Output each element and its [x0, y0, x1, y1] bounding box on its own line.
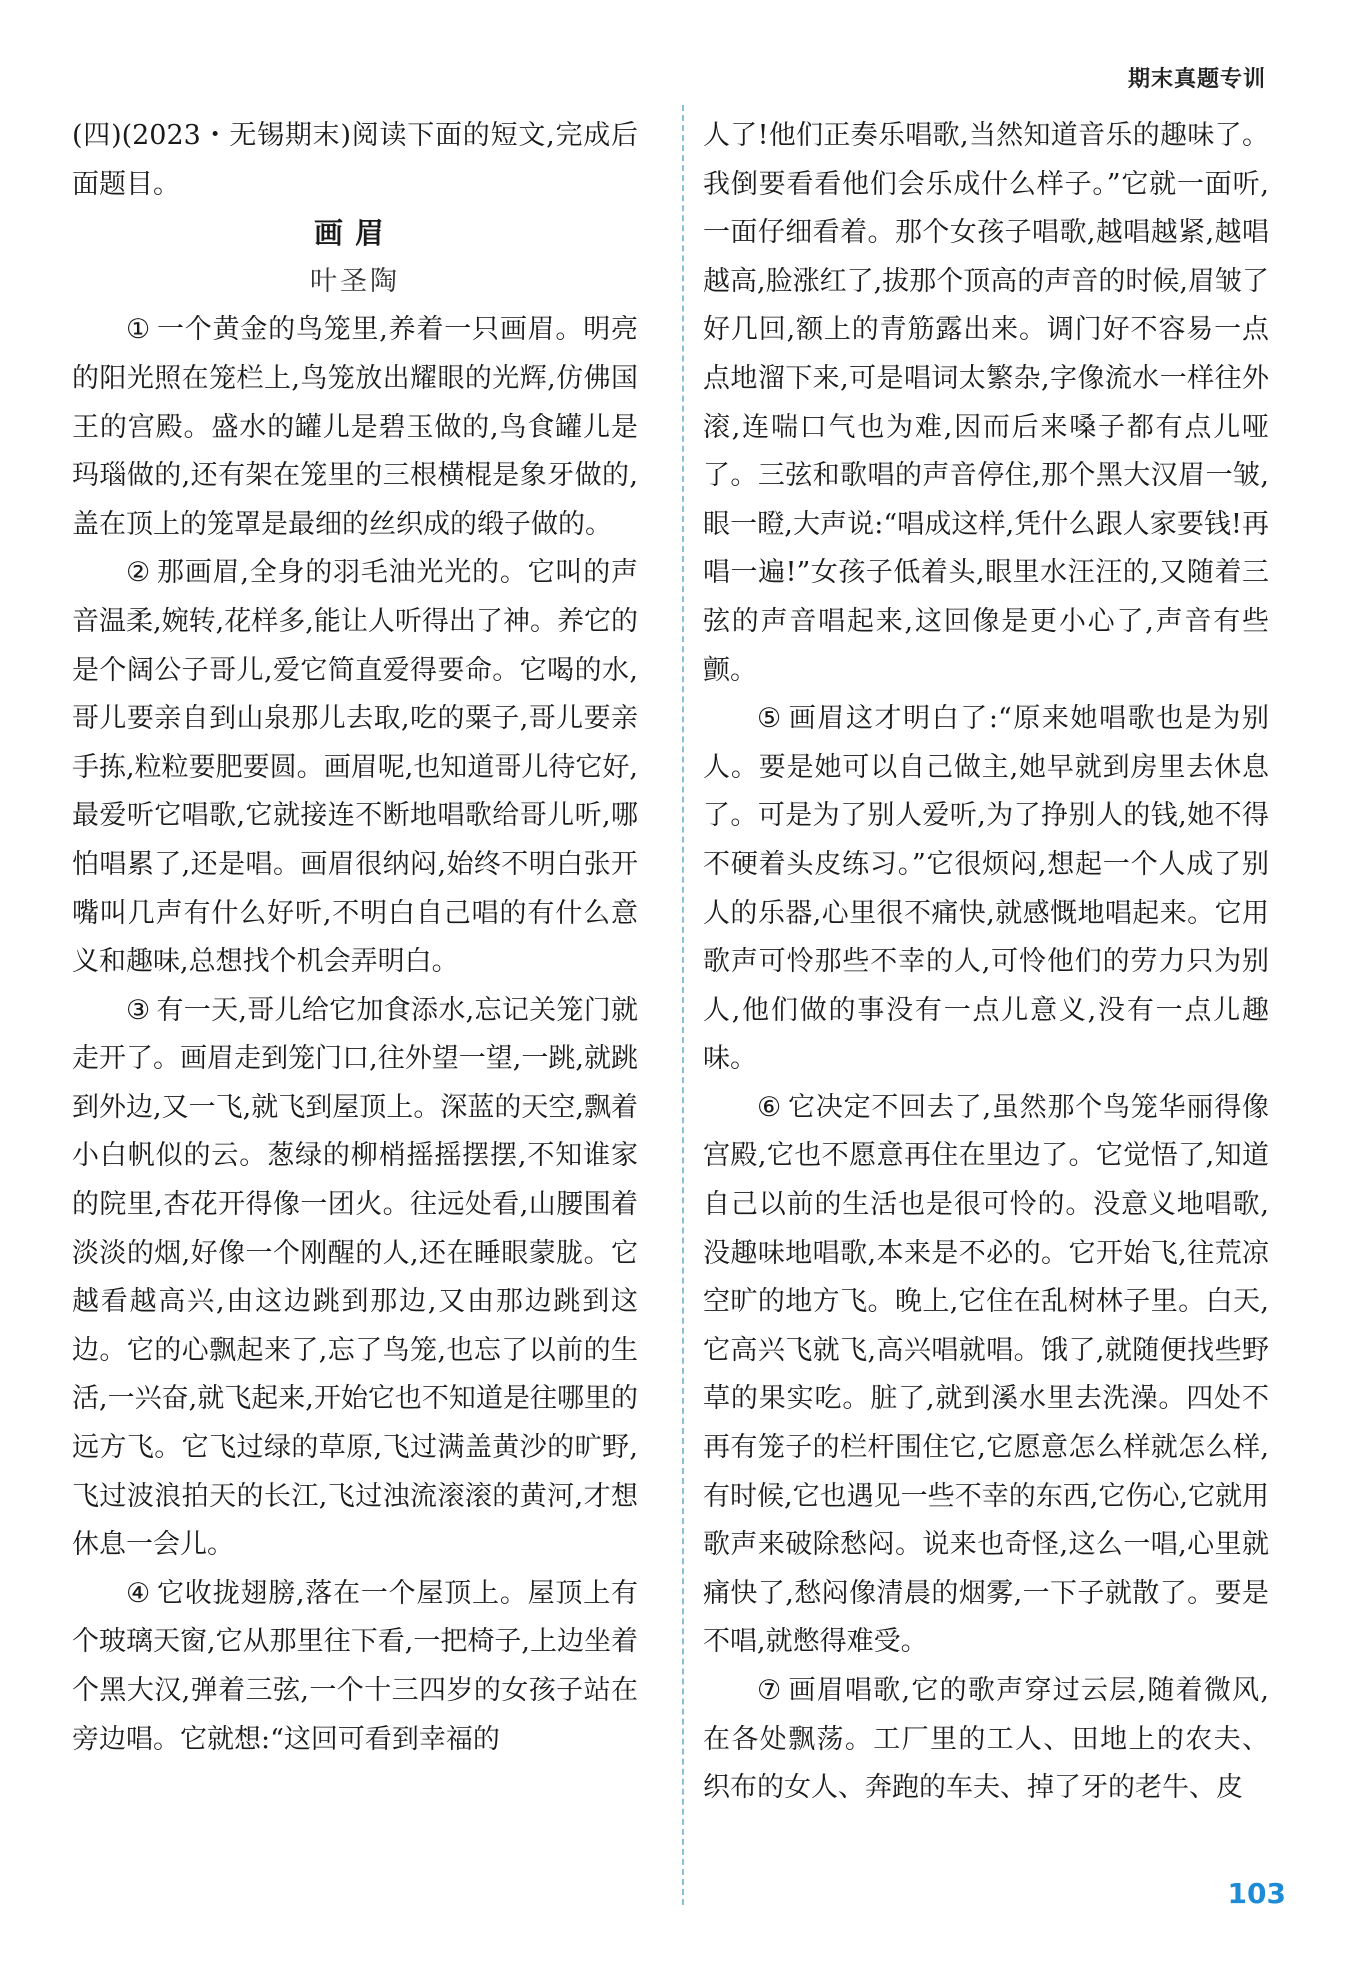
paragraph-number: ②: [126, 557, 151, 589]
page-number: 103: [1227, 1877, 1286, 1910]
paragraph-text: 人了!他们正奏乐唱歌,当然知道音乐的趣味了。我倒要看看他们会乐成什么样子。”它就一面听,一面仔细看着。那个女孩子唱歌,越唱越紧,越唱越高,脸涨红了,拔那个顶高的声音的时候,眉皱了好几回,额上的青筋露出来。调门好不容易一点点地溜下来,可是唱词太繁杂,字像流水一样往外滚,连喘口气也为难,因而后来嗓子都有点儿哑了。三弦和歌唱的声音停住,那个黑大汉眉一皱,眼一瞪,大声说:“唱成这样,凭什么跟人家要钱!再唱一遍!”女孩子低着头,眼里水汪汪的,又随着三弦的声音唱起来,这回像是更小心了,声音有些颤。: [703, 120, 1269, 686]
paragraph-number: ①: [126, 314, 151, 346]
paragraph-2: [72, 549, 638, 986]
running-head: 期末真题专训: [1127, 67, 1266, 92]
paragraph-1: [72, 306, 638, 549]
paragraph-number: ④: [126, 1577, 151, 1609]
paragraph-number: ③: [126, 994, 151, 1026]
article-title: 画眉: [313, 216, 396, 251]
paragraph-text: 一个黄金的鸟笼里,养着一只画眉。明亮的阳光照在笼栏上,鸟笼放出耀眼的光辉,仿佛国王的宫殿。盛水的罐儿是碧玉做的,鸟食罐儿是玛瑙做的,还有架在笼里的三根横棍是象牙做的,盖在顶上的笼罩是最细的丝织成的缎子做的。: [72, 314, 638, 540]
paragraph-text: 画眉这才明白了:“原来她唱歌也是为别人。要是她可以自己做主,她早就到房里去休息了。可是为了别人爱听,为了挣别人的钱,她不得不硬着头皮练习。”它很烦闷,想起一个人成了别人的乐器,心里很不痛快,就感慨地唱起来。它用歌声可怜那些不幸的人,可怜他们的劳力只为别人,他们做的事没有一点儿意义,没有一点儿趣味。: [703, 703, 1269, 1075]
paragraph-number: ⑥: [757, 1091, 782, 1123]
paragraph-number: ⑦: [757, 1675, 783, 1706]
column-divider: [682, 105, 684, 1905]
right-column: [703, 112, 1269, 1813]
question-intro: (四)(2023・无锡期末)阅读下面的短文,完成后面题目。: [72, 120, 638, 200]
paragraph-text: 那画眉,全身的羽毛油光光的。它叫的声音温柔,婉转,花样多,能让人听得出了神。养它的是个阔公子哥儿,爱它简直爱得要命。它喝的水,哥儿要亲自到山泉那儿去取,吃的粟子,哥儿要亲手拣,粒粒要肥要圆。画眉呢,也知道哥儿待它好,最爱听它唱歌,它就接连不断地唱歌给哥儿听,哪怕唱累了,还是唱。画眉很纳闷,始终不明白张开嘴叫几声有什么好听,不明白自己唱的有什么意义和趣味,总想找个机会弄明白。: [72, 557, 638, 978]
paragraph-5: [703, 695, 1269, 1084]
paragraph-4: [72, 1570, 638, 1764]
paragraph-text: 它收拢翅膀,落在一个屋顶上。屋顶上有个玻璃天窗,它从那里往下看,一把椅子,上边坐着个黑大汉,弹着三弦,一个十三四岁的女孩子站在旁边唱。它就想:“这回可看到幸福的: [72, 1577, 638, 1755]
left-column: [72, 112, 638, 1764]
paragraph-text: 它决定不回去了,虽然那个鸟笼华丽得像宫殿,它也不愿意再住在里边了。它觉悟了,知道自己以前的生活也是很可怜的。没意义地唱歌,没趣味地唱歌,本来是不必的。它开始飞,往荒凉空旷的地方飞。晚上,它住在乱树林子里。白天,它高兴飞就飞,高兴唱就唱。饿了,就随便找些野草的果实吃。脏了,就到溪水里去洗澡。四处不再有笼子的栏杆围住它,它愿意怎么样就怎么样,有时候,它也遇见一些不幸的东西,它伤心,它就用歌声来破除愁闷。说来也奇怪,这么一唱,心里就痛快了,愁闷像清晨的烟雾,一下子就散了。要是不唱,就憋得难受。: [703, 1091, 1269, 1658]
article-author: 叶圣陶: [310, 265, 400, 297]
paragraph-7: [703, 1667, 1269, 1813]
paragraph-text: 有一天,哥儿给它加食添水,忘记关笼门就走开了。画眉走到笼门口,往外望一望,一跳,就跳到外边,又一飞,就飞到屋顶上。深蓝的天空,飘着小白帆似的云。葱绿的柳梢摇摇摆摆,不知谁家的院里,杏花开得像一团火。往远处看,山腰围着淡淡的烟,好像一个刚醒的人,还在睡眼蒙胧。它越看越高兴,由这边跳到那边,又由那边跳到这边。它的心飘起来了,忘了鸟笼,也忘了以前的生活,一兴奋,就飞起来,开始它也不知道是往哪里的远方飞。它飞过绿的草原,飞过满盖黄沙的旷野,飞过波浪拍天的长江,飞过浊流滚滚的黄河,才想休息一会儿。: [72, 994, 638, 1561]
paragraph-6: [703, 1084, 1269, 1667]
paragraph-number: ⑤: [757, 703, 783, 735]
paragraph-3: [72, 987, 638, 1570]
paragraph-4-continued: [703, 112, 1269, 695]
paragraph-text: 画眉唱歌,它的歌声穿过云层,随着微风,在各处飘荡。工厂里的工人、田地上的农夫、织布的女人、奔跑的车夫、掉了牙的老牛、皮: [703, 1675, 1269, 1804]
